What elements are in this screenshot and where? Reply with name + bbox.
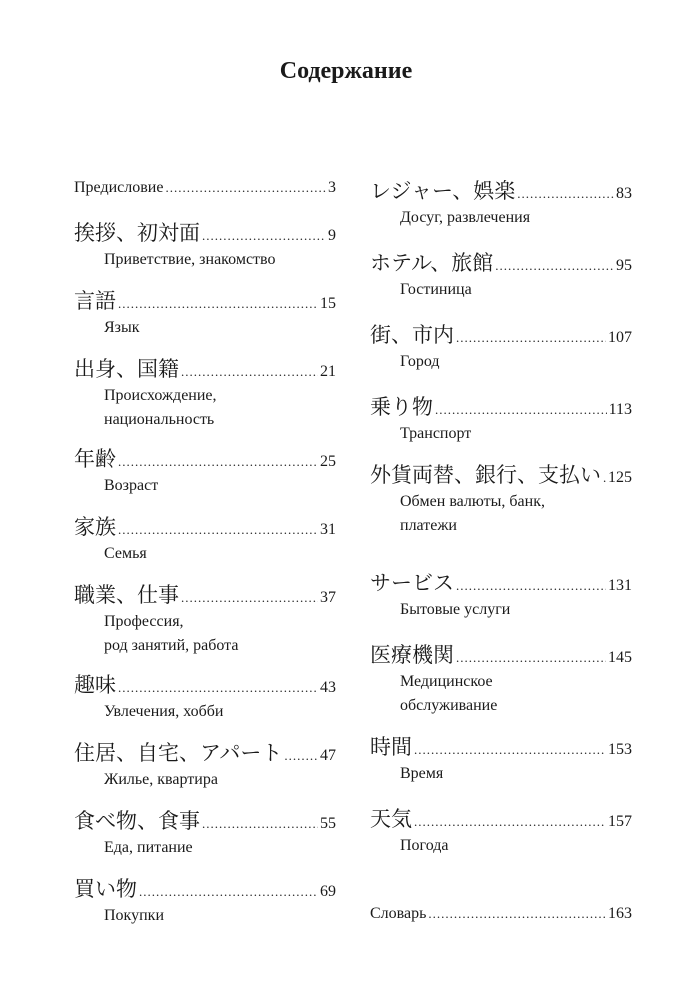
toc-entry-title: Предисловие — [74, 179, 164, 196]
toc-entry-line — [370, 804, 632, 834]
toc-entry-page-number: 25 — [320, 453, 336, 470]
toc-entry-translation: Медицинское — [400, 673, 493, 690]
dot-leader — [603, 463, 606, 493]
toc-entry-title: 時間 — [370, 735, 412, 759]
toc-entry-translation: Приветствие, знакомство — [104, 251, 276, 268]
toc-entry[interactable] — [370, 640, 632, 718]
toc-entry-line — [370, 568, 632, 598]
toc-entry[interactable] — [370, 902, 632, 926]
toc-entry-line — [74, 670, 336, 700]
dot-leader — [118, 447, 318, 477]
toc-entry-translation: Еда, питание — [104, 839, 193, 856]
toc-entry-translation: Досуг, развлечения — [400, 209, 531, 226]
toc-entry-translation: Происхождение, — [104, 387, 217, 404]
toc-entry-page-number: 15 — [320, 295, 336, 312]
dot-leader — [139, 877, 318, 907]
toc-entry-title: サービス — [370, 571, 454, 595]
dot-leader — [414, 807, 606, 837]
dot-leader — [202, 809, 318, 839]
toc-entry-line — [370, 392, 632, 422]
toc-entry-line — [370, 460, 632, 490]
toc-entry-title: 天気 — [370, 807, 412, 831]
toc-entry[interactable] — [74, 176, 336, 200]
toc-entry-translation: Покупки — [104, 907, 164, 924]
toc-entry[interactable] — [74, 738, 336, 792]
toc-entry-title: 出身、国籍 — [74, 357, 179, 381]
toc-entry[interactable] — [74, 286, 336, 340]
toc-entry-line — [370, 248, 632, 278]
toc-entry-translation: Увлечения, хобби — [104, 703, 224, 720]
toc-entry-line — [74, 218, 336, 248]
toc-entry[interactable] — [370, 568, 632, 622]
toc-entry[interactable] — [74, 670, 336, 724]
toc-entry[interactable] — [370, 248, 632, 302]
dot-leader — [118, 515, 318, 545]
toc-entry[interactable] — [74, 580, 336, 658]
toc-entry-title: 街、市内 — [370, 323, 454, 347]
toc-entry-page-number: 55 — [320, 815, 336, 832]
toc-entry[interactable] — [74, 218, 336, 272]
toc-entry-translation: Город — [400, 353, 440, 370]
toc-entry[interactable] — [370, 320, 632, 374]
toc-entry-page-number: 9 — [328, 227, 336, 244]
toc-entry-title: 職業、仕事 — [74, 583, 179, 607]
toc-entry-page-number: 83 — [616, 185, 632, 202]
toc-entry-page-number: 153 — [608, 741, 632, 758]
toc-entry[interactable] — [370, 392, 632, 446]
toc-entry[interactable] — [370, 732, 632, 786]
dot-leader — [165, 176, 326, 200]
toc-entry-translation: Язык — [104, 319, 140, 336]
dot-leader — [202, 221, 326, 251]
toc-entry-page-number: 107 — [608, 329, 632, 346]
toc-entry-title: 食べ物、食事 — [74, 809, 200, 833]
toc-entry-page-number: 95 — [616, 257, 632, 274]
toc-entry-page-number: 113 — [608, 401, 632, 418]
toc-entry-title: 住居、自宅、アパート — [74, 741, 283, 765]
toc-entry-page-number: 31 — [320, 521, 336, 538]
toc-entry-translation: национальность — [104, 411, 215, 428]
toc-entry-title: レジャー、娯楽 — [370, 179, 516, 203]
toc-entry-translation: обслуживание — [400, 697, 498, 714]
dot-leader — [456, 571, 606, 601]
toc-entry-page-number: 145 — [608, 649, 632, 666]
toc-entry-title: 趣味 — [74, 673, 116, 697]
dot-leader — [284, 741, 318, 771]
dot-leader — [414, 735, 606, 765]
dot-leader — [435, 395, 607, 425]
toc-entry-translation: Возраст — [104, 477, 159, 494]
toc-entry-title: 外貨両替、銀行、支払い — [370, 463, 601, 487]
toc-entry-translation: Обмен валюты, банк, — [400, 493, 545, 510]
toc-entry-title: 家族 — [74, 515, 116, 539]
toc-entry-line — [74, 580, 336, 610]
toc-entry-page-number: 125 — [608, 469, 632, 486]
toc-entry-line — [370, 176, 632, 206]
toc-entry-translation: Семья — [104, 545, 147, 562]
toc-entry-line — [370, 732, 632, 762]
toc-entry-page-number: 69 — [320, 883, 336, 900]
toc-entry-line — [370, 902, 632, 926]
toc-entry-page-number: 157 — [608, 813, 632, 830]
toc-entry-translation: Время — [400, 765, 444, 782]
toc-entry-title: 買い物 — [74, 877, 137, 901]
dot-leader — [181, 357, 318, 387]
toc-entry[interactable] — [74, 512, 336, 566]
dot-leader — [517, 179, 614, 209]
toc-entry-line — [74, 354, 336, 384]
toc-entry-title: 言語 — [74, 289, 116, 313]
toc-entry-page-number: 21 — [320, 363, 336, 380]
toc-entry-translation: Бытовые услуги — [400, 601, 511, 618]
toc-entry-page-number: 3 — [328, 179, 336, 196]
toc-entry-title: Словарь — [370, 905, 427, 922]
toc-entry[interactable] — [370, 804, 632, 858]
toc-entry[interactable] — [74, 354, 336, 432]
toc-entry-page-number: 47 — [320, 747, 336, 764]
toc-entry[interactable] — [370, 176, 632, 230]
toc-entry-line — [370, 320, 632, 350]
toc-entry-title: 医療機関 — [370, 643, 454, 667]
toc-entry-translation: Погода — [400, 837, 449, 854]
toc-entry-page-number: 163 — [608, 905, 632, 922]
toc-entry-page-number: 43 — [320, 679, 336, 696]
toc-entry-translation: Транспорт — [400, 425, 472, 442]
toc-entry-translation: Гостиница — [400, 281, 472, 298]
toc-entry-title: ホテル、旅館 — [370, 251, 494, 275]
dot-leader — [118, 673, 318, 703]
toc-entry-translation: платежи — [400, 517, 457, 534]
toc-entry-line — [74, 176, 336, 200]
toc-entry[interactable] — [74, 806, 336, 860]
toc-entry-title: 年齢 — [74, 447, 116, 471]
toc-entry-line — [74, 444, 336, 474]
toc-entry-title: 乗り物 — [370, 395, 433, 419]
toc-entry[interactable] — [370, 460, 632, 538]
toc-entry-translation: род занятий, работа — [104, 637, 239, 654]
toc-entry-line — [74, 512, 336, 542]
toc-entry[interactable] — [74, 874, 336, 928]
toc-entry-page-number: 37 — [320, 589, 336, 606]
toc-entry-page-number: 131 — [608, 577, 632, 594]
toc-entry-translation: Жилье, квартира — [104, 771, 218, 788]
dot-leader — [456, 323, 606, 353]
page-title: Содержание — [279, 58, 413, 84]
toc-entry-title: 挨拶、初対面 — [74, 221, 200, 245]
toc-entry-translation: Профессия, — [104, 613, 184, 630]
dot-leader — [118, 289, 318, 319]
dot-leader — [181, 583, 318, 613]
toc-entry-line — [370, 640, 632, 670]
toc-entry[interactable] — [74, 444, 336, 498]
toc-entry-line — [74, 806, 336, 836]
dot-leader — [456, 643, 606, 673]
toc-entry-line — [74, 738, 336, 768]
dot-leader — [495, 251, 614, 281]
toc-entry-line — [74, 286, 336, 316]
dot-leader — [428, 902, 606, 926]
toc-entry-line — [74, 874, 336, 904]
